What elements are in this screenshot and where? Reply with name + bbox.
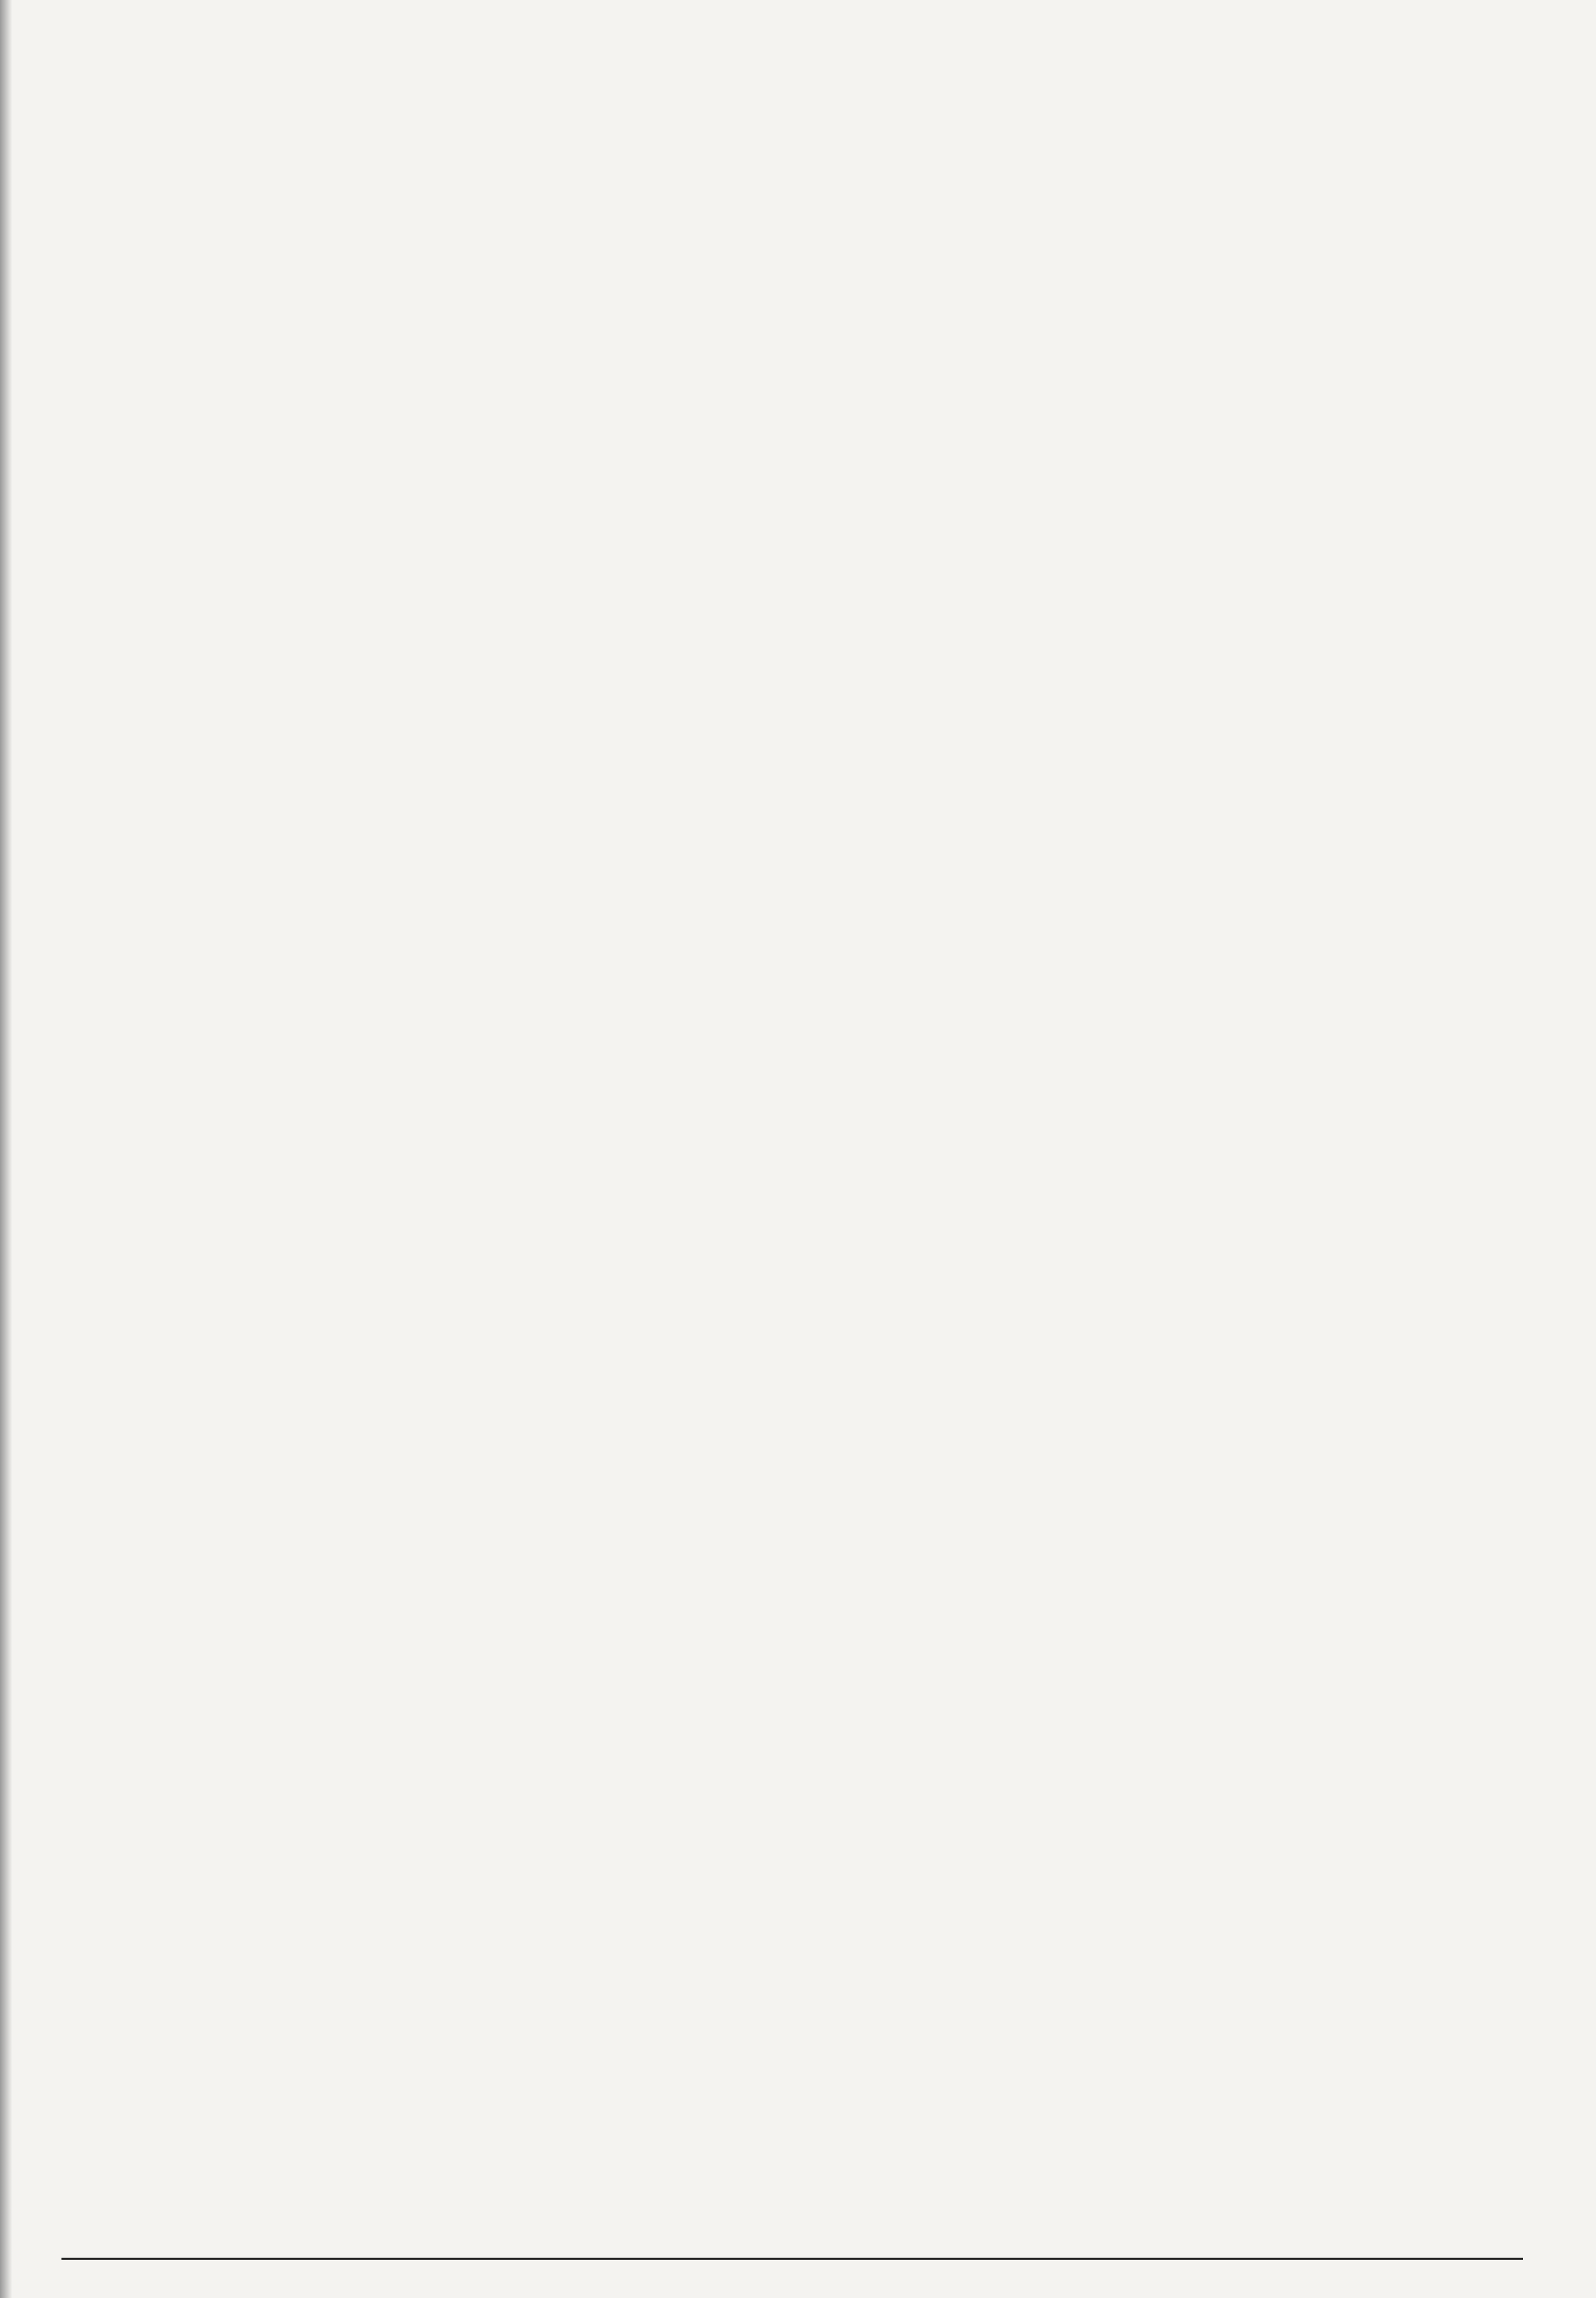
page-edge-shadow [0,0,12,2298]
page-footer [61,2217,1523,2258]
handwritten-notes [0,27,1596,102]
table-of-contents [219,102,1352,157]
footer-rule [61,2258,1523,2260]
